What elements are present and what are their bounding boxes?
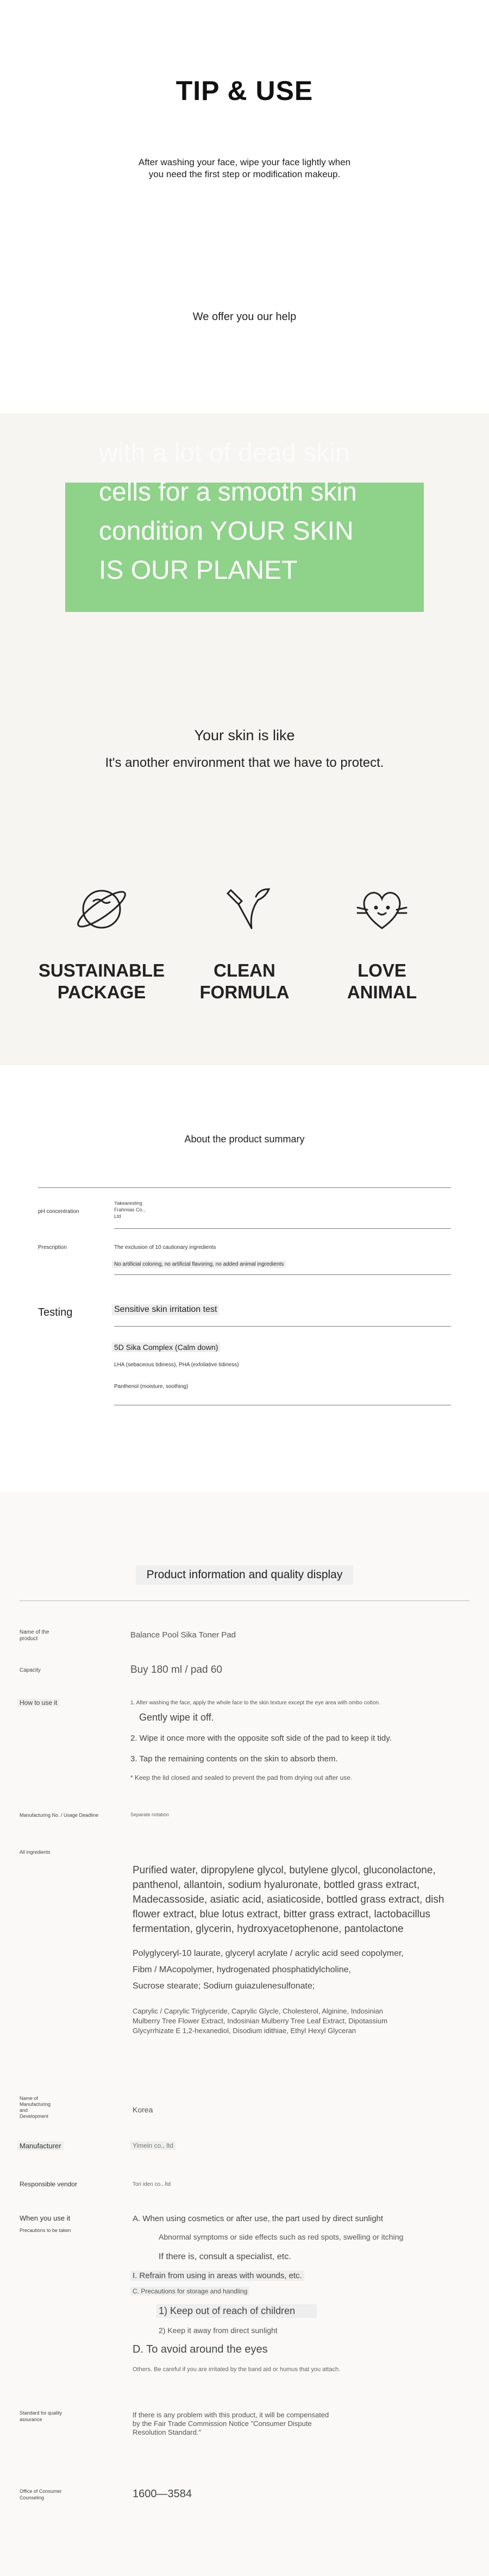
standard-line: If there is any problem with this product, it will be compensated [133,2411,329,2419]
ingredient-line: Fibm / MAcopolymer, hydrogenated phosphatidylcholine, [133,1965,351,1974]
prescription-line-1: The exclusion of 10 cautionary ingredients [114,1245,216,1251]
standard-line: by the Fair Trade Commission Notice "Consumer Dispute [133,2419,312,2428]
ph-value-line: Ltd [114,1214,121,1219]
standard-label-line: Standard for quality [20,2410,62,2416]
ph-value-line: Yakearesting [114,1201,142,1206]
all-ingredients-label: All ingredients [20,1849,51,1855]
origin-label-line: Manufacturing [20,2102,51,2107]
ingredient-line: Polyglyceryl-10 laurate, glyceryl acrylate / acrylic acid seed copolymer, [133,1949,404,1958]
ingredient-line: panthenol, allantoin, sodium hyaluronate, bottled grass extract, [133,1879,420,1891]
feature-love [306,960,458,1003]
when-use-label: When you use it [20,2214,71,2222]
standard-line: Resolution Standard." [133,2428,202,2436]
intro-line-2: you need the first step or modification makeup. [148,169,341,179]
ingredients-paragraph-1 [133,1863,480,1936]
ph-value-line: Frahmias Co., [114,1207,145,1212]
ingredient-item: 5D Sika Complex (Calm down) [112,1342,220,1352]
how-to-step: 3. Tap the remaining contents on the skin to absorb them. [130,1754,338,1764]
how-to-step: 1. After washing the face, apply the whole face to the skin texture except the eye area with ombo cotton. [130,1700,380,1706]
office-label-line: Counseling [20,2495,45,2500]
precaution-c2: 2) Keep it away from direct sunlight [159,2326,278,2335]
standard-label [20,2410,62,2423]
ph-label: pH concentration [38,1209,79,1215]
ingredient-line: Purified water, dipropylene glycol, butylene glycol, gluconolactone, [133,1865,436,1876]
heart-cat-icon [352,879,412,939]
origin-label-line: Name of [20,2096,39,2101]
planet-icon [72,879,131,939]
ingredient-line: Mulberry Tree Flower Extract, Indosinian Mulberry Tree Leaf Extract, Dipotassium [133,2017,387,2025]
ingredient-item: Panthenol (moisture, soothing) [114,1384,189,1390]
feature-label-line: FORMULA [199,982,290,1002]
feature-label-line: CLEAN [214,960,275,980]
testing-value: Sensitive skin irritation test [112,1304,219,1315]
page-title: TIP & USE [175,76,314,106]
divider [38,1187,451,1188]
ingredient-line: flower extract, blue lotus extract, bitter grass extract, lactobacillus [133,1909,431,1920]
divider [20,1600,469,1601]
capacity-value: Buy 180 ml / pad 60 [130,1664,222,1675]
manufacturer-value: Yimein co., ltd [130,2141,175,2150]
divider [114,1326,451,1327]
vendor-value: Tori iden co., ltd [133,2181,171,2187]
ph-value [114,1200,145,1220]
headline-line-4: IS OUR PLANET [99,556,298,585]
how-to-step: 2. Wipe it once more with the opposite soft side of the pad to keep it tidy. [130,1734,392,1743]
ingredient-item: LHA (sebaceous tidiness), PHA (exfoliative tidiness) [114,1362,239,1368]
precaution-a: A. When using cosmetics or after use, the part used by direct sunlight [133,2214,384,2223]
divider [114,1274,451,1275]
how-to-use-label: How to use it [17,1699,59,1706]
ingredient-line: Madecassoside, asiatic acid, asiaticoside, bottled grass extract, dish [133,1894,444,1905]
divider [114,1228,451,1229]
headline-line-1: with a lot of dead skin [99,439,350,467]
office-label [20,2488,61,2501]
skin-like-heading: Your skin is like [194,727,295,743]
product-name-label: Name of the product [20,1629,49,1642]
feature-sustainable [26,960,178,1003]
capacity-label: Capacity [20,1667,41,1673]
vendor-label: Responsible vendor [20,2180,78,2188]
office-label-line: Office of Consumer [20,2489,62,2494]
offer-text: We offer you our help [192,311,297,323]
tip-section [0,0,489,413]
office-phone: 1600—3584 [133,2488,192,2500]
planet-headline [99,434,403,590]
precaution-d: D. To avoid around the eyes [133,2343,268,2355]
headline-line-2: cells for a smooth skin [99,478,357,507]
ingredient-line: Glycyrrhizate E 1,2-hexanediol, Disodium idithiae, Ethyl Hexyl Glyceran [133,2027,356,2035]
environment-text: It's another environment that we have to protect. [105,755,384,770]
mfg-label: Manufacturing No. / Usage Deadline [20,1812,99,1818]
intro-line-1: After washing your face, wipe your face lightly when [138,157,351,167]
precaution-c: C. Precautions for storage and handling [130,2287,249,2296]
mfg-value: Separate notation [130,1812,170,1817]
ingredients-paragraph-3 [133,2006,486,2036]
feature-label-line: SUSTAINABLE [38,960,165,980]
feature-label-line: PACKAGE [57,982,146,1002]
origin-value: Korea [133,2105,153,2114]
product-name-value: Balance Pool Sika Toner Pad [130,1630,236,1640]
how-to-note: * Keep the lid closed and sealed to prevent the pad from drying out after use. [130,1774,353,1781]
summary-title: About the product summary [184,1134,305,1145]
precautions-label: Precautions to be taken [20,2228,71,2233]
precaution-a1: Abnormal symptoms or side effects such as red spots, swelling or itching [159,2233,404,2241]
origin-label-line: and [20,2108,28,2113]
sprout-icon [215,879,274,939]
precaution-i: I. Refrain from using in areas with wounds, etc. [130,2271,304,2281]
ingredient-line: Sucrose stearate; Sodium guiazulenesulfonate; [133,1981,315,1991]
ingredient-line: fermentation, glycerin, hydroxyacetophenone, pantolactone [133,1923,404,1935]
intro-text [0,157,489,180]
feature-clean [168,960,321,1003]
prescription-label: Prescription [38,1245,67,1251]
precaution-a2: If there is, consult a specialist, etc. [159,2252,291,2261]
precaution-others: Others. Be careful if you are irritated by the band aid or humus that you attach. [133,2366,341,2373]
manufacturer-label: Manufacturer [17,2141,64,2150]
how-to-step: Gently wipe it off. [139,1712,214,1723]
feature-label-line: LOVE [358,960,406,980]
prescription-line-2: No artificial coloring, no artificial flavoring, no added animal ingredients [112,1261,286,1268]
standard-label-line: assurance [20,2417,42,2422]
ingredients-paragraph-2 [133,1946,480,1994]
origin-label-line: Development [20,2114,49,2119]
origin-label [20,2096,51,2119]
feature-label-line: ANIMAL [347,982,417,1002]
product-info-title: Product information and quality display [136,1565,353,1585]
headline-line-3: condition YOUR SKIN [99,517,354,546]
testing-label: Testing [38,1306,73,1318]
standard-text [133,2411,329,2437]
precaution-c1: 1) Keep out of reach of children [156,2304,317,2318]
ingredient-line: Caprylic / Caprylic Triglyceride, Caprylic Glycle, Cholesterol, Alginine, Indosinian [133,2007,383,2015]
